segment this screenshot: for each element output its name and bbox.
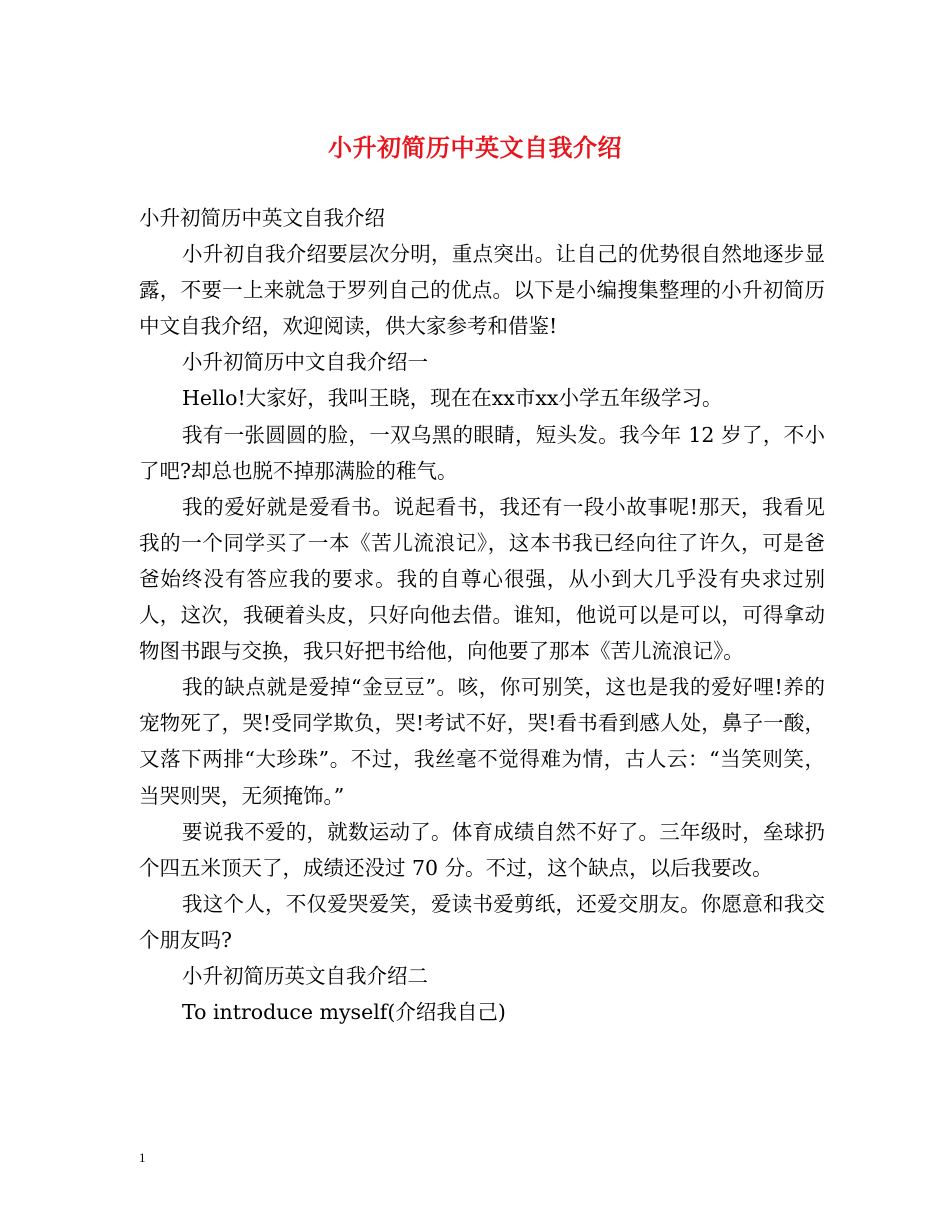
paragraph-weakness-crying: 我的缺点就是爱掉“金豆豆”。咳，你可别笑，这也是我的爱好哩!养的宠物死了，哭!受同学欺负，哭!考试不好，哭!看书看到感人处，鼻子一酸，又落下两排“大珍珠”。不过，我丝毫不觉得难为情，古人云：“当笑则笑，当哭则哭，无须掩饰。”	[139, 675, 825, 808]
paragraph-sports: 要说我不爱的，就数运动了。体育成绩自然不好了。三年级时，垒球扔个四五米顶天了，成绩还没过 70 分。不过，这个缺点，以后我要改。	[139, 819, 825, 880]
paragraph-greeting: Hello!大家好，我叫王晓，现在在xx市xx小学五年级学习。	[182, 386, 723, 411]
document-body	[139, 200, 825, 1030]
paragraph-hobby-reading: 我的爱好就是爱看书。说起看书，我还有一段小故事呢!那天，我看见我的一个同学买了一本《苦儿流浪记》，这本书我已经向往了许久，可是爸爸始终没有答应我的要求。我的自尊心很强，从小到大几乎没有央求过别人，这次，我硬着头皮，只好向他去借。谁知，他说可以是可以，可得拿动物图书跟与交换，我只好把书给他，向他要了那本《苦儿流浪记》。	[139, 494, 825, 664]
paragraph-friends: 我这个人，不仅爱哭爱笑，爱读书爱剪纸，还爱交朋友。你愿意和我交个朋友吗?	[139, 891, 825, 952]
paragraph-appearance: 我有一张圆圆的脸，一双乌黑的眼睛，短头发。我今年 12 岁了，不小了吧?却总也脱不掉那满脸的稚气。	[139, 422, 825, 483]
intro-paragraph: 小升初自我介绍要层次分明，重点突出。让自己的优势很自然地逐步显露，不要一上来就急于罗列自己的优点。以下是小编搜集整理的小升初简历中文自我介绍，欢迎阅读，供大家参考和借鉴!	[139, 242, 825, 339]
page-number: 1	[139, 1150, 146, 1165]
paragraph-english-intro: To introduce myself(介绍我自己)	[182, 1000, 506, 1025]
document-title: 小升初简历中英文自我介绍	[328, 133, 622, 162]
section-heading-chinese: 小升初简历中文自我介绍一	[182, 350, 428, 375]
section-heading-english: 小升初简历英文自我介绍二	[182, 963, 428, 988]
body-heading: 小升初简历中英文自我介绍	[139, 206, 385, 230]
